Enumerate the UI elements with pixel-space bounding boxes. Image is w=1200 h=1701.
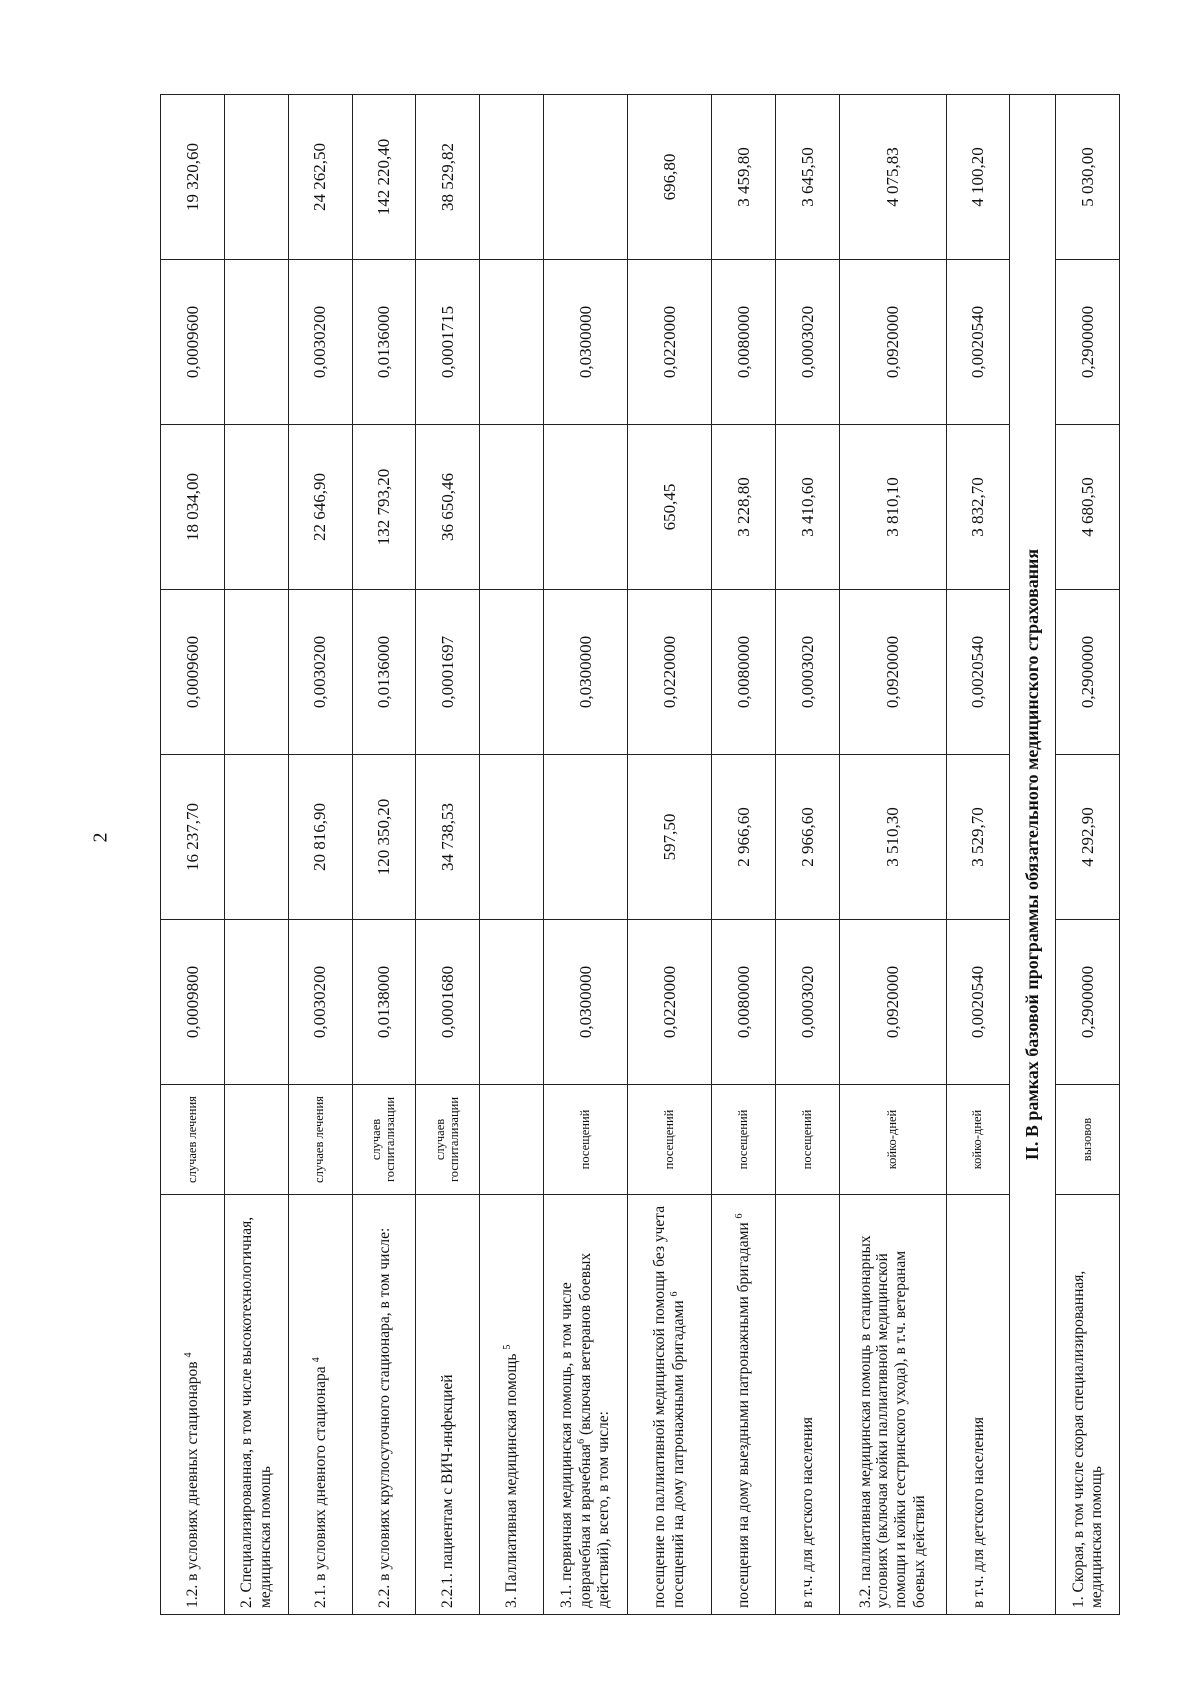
row-value: 0,0030200	[288, 260, 352, 425]
row-value: 0,0080000	[712, 590, 776, 755]
row-value: 0,0136000	[352, 590, 416, 755]
row-value: 4 680,50	[1056, 425, 1120, 590]
row-value: 0,0220000	[628, 590, 712, 755]
row-unit: случаев госпитализации	[416, 1085, 480, 1195]
row-name: в т.ч. для детского населения	[776, 1195, 840, 1615]
table-row	[288, 95, 352, 1615]
row-unit: случаев госпитализации	[352, 1085, 416, 1195]
table-row	[840, 95, 946, 1615]
row-value: 4 100,20	[946, 95, 1010, 260]
row-value: 3 410,60	[776, 425, 840, 590]
row-value: 0,2900000	[1056, 590, 1120, 755]
row-value: 142 220,40	[352, 95, 416, 260]
row-value: 0,0920000	[840, 920, 946, 1085]
row-value: 0,0003020	[776, 920, 840, 1085]
table-row	[416, 95, 480, 1615]
row-value: 0,0080000	[712, 260, 776, 425]
row-name: 2.2.1. пациентам с ВИЧ-инфекцией	[416, 1195, 480, 1615]
row-value	[224, 590, 288, 755]
row-value: 0,0030200	[288, 590, 352, 755]
row-value: 0,0009600	[161, 590, 225, 755]
row-value: 0,2900000	[1056, 920, 1120, 1085]
row-value	[480, 590, 544, 755]
row-name: посещение по паллиативной медицинской помощи без учета посещений на дому патронажными бригадами $^6$	[628, 1195, 712, 1615]
table-row	[480, 95, 544, 1615]
row-value: 38 529,82	[416, 95, 480, 260]
table-row	[1056, 95, 1120, 1615]
row-name: 3.1. первичная медицинская помощь, в том числе доврачебная и врачебная$^6$ (включая ветеранов боевых действий), всего, в том числе:	[544, 1195, 628, 1615]
row-name: 1.2. в условиях дневных стационаров $^4$	[161, 1195, 225, 1615]
row-value: 120 350,20	[352, 755, 416, 920]
row-value: 0,0003020	[776, 590, 840, 755]
row-unit: вызовов	[1056, 1085, 1120, 1195]
normatives-table	[160, 94, 1120, 1615]
section-row	[1010, 95, 1056, 1615]
row-value: 3 810,10	[840, 425, 946, 590]
row-name: 2. Специализированная, в том числе высокотехнологичная, медицинская помощь	[224, 1195, 288, 1615]
row-unit: посещений	[776, 1085, 840, 1195]
table-row	[712, 95, 776, 1615]
row-value: 36 650,46	[416, 425, 480, 590]
table-row	[544, 95, 628, 1615]
row-unit: случаев лечения	[161, 1085, 225, 1195]
row-value	[224, 95, 288, 260]
row-unit	[224, 1085, 288, 1195]
row-unit	[480, 1085, 544, 1195]
row-value: 696,80	[628, 95, 712, 260]
row-value: 0,0220000	[628, 920, 712, 1085]
page-number: 2	[89, 832, 112, 843]
row-unit: посещений	[628, 1085, 712, 1195]
row-value: 0,0020540	[946, 590, 1010, 755]
row-value	[544, 95, 628, 260]
row-unit: посещений	[544, 1085, 628, 1195]
row-value	[480, 260, 544, 425]
row-value: 0,0020540	[946, 920, 1010, 1085]
row-value	[480, 425, 544, 590]
row-value: 0,0009600	[161, 260, 225, 425]
row-value	[480, 95, 544, 260]
row-value: 4 292,90	[1056, 755, 1120, 920]
row-value: 20 816,90	[288, 755, 352, 920]
row-value	[480, 920, 544, 1085]
row-value: 0,0080000	[712, 920, 776, 1085]
table-row	[224, 95, 288, 1615]
row-value	[224, 260, 288, 425]
table-row	[776, 95, 840, 1615]
row-value	[224, 920, 288, 1085]
row-name: 2.2. в условиях круглосуточного стационара, в том числе:	[352, 1195, 416, 1615]
row-value: 3 832,70	[946, 425, 1010, 590]
row-unit: койко-дней	[946, 1085, 1010, 1195]
row-value: 3 228,80	[712, 425, 776, 590]
row-name: 3.2. паллиативная медицинская помощь в стационарных условиях (включая койки паллиативной медицинской помощи и койки сестринского ухода), в т.ч. ветеранам боевых действий	[840, 1195, 946, 1615]
row-value	[544, 755, 628, 920]
row-value: 0,0009800	[161, 920, 225, 1085]
row-unit: койко-дней	[840, 1085, 946, 1195]
row-value: 5 030,00	[1056, 95, 1120, 260]
row-value: 0,0300000	[544, 590, 628, 755]
row-value: 3 459,80	[712, 95, 776, 260]
row-value: 34 738,53	[416, 755, 480, 920]
row-value: 0,0220000	[628, 260, 712, 425]
row-unit: посещений	[712, 1085, 776, 1195]
row-value: 0,0001715	[416, 260, 480, 425]
row-value: 597,50	[628, 755, 712, 920]
row-value: 4 075,83	[840, 95, 946, 260]
row-value: 16 237,70	[161, 755, 225, 920]
row-value: 0,0020540	[946, 260, 1010, 425]
row-value: 132 793,20	[352, 425, 416, 590]
table-row	[161, 95, 225, 1615]
row-name: в т.ч. для детского населения	[946, 1195, 1010, 1615]
row-name: посещения на дому выездными патронажными бригадами $^6$	[712, 1195, 776, 1615]
row-value: 2 966,60	[776, 755, 840, 920]
row-value	[544, 425, 628, 590]
row-value: 0,0920000	[840, 260, 946, 425]
row-value: 19 320,60	[161, 95, 225, 260]
section-title: II. В рамках базовой программы обязательного медицинского страхования	[1010, 95, 1056, 1615]
row-value: 3 510,30	[840, 755, 946, 920]
rotated-table-container	[160, 95, 1120, 1615]
row-value: 3 529,70	[946, 755, 1010, 920]
row-value: 0,0300000	[544, 920, 628, 1085]
row-unit: случаев лечения	[288, 1085, 352, 1195]
row-value: 0,0138000	[352, 920, 416, 1085]
table-row	[352, 95, 416, 1615]
table-row	[946, 95, 1010, 1615]
row-value: 0,2900000	[1056, 260, 1120, 425]
row-value: 3 645,50	[776, 95, 840, 260]
row-value: 24 262,50	[288, 95, 352, 260]
row-name: 3. Паллиативная медицинская помощь $^5$	[480, 1195, 544, 1615]
row-value: 18 034,00	[161, 425, 225, 590]
row-value: 0,0030200	[288, 920, 352, 1085]
row-value: 0,0003020	[776, 260, 840, 425]
table-row	[628, 95, 712, 1615]
row-value: 0,0300000	[544, 260, 628, 425]
row-value	[224, 425, 288, 590]
row-value: 650,45	[628, 425, 712, 590]
row-value	[224, 755, 288, 920]
row-value: 0,0001680	[416, 920, 480, 1085]
row-value: 2 966,60	[712, 755, 776, 920]
row-value: 22 646,90	[288, 425, 352, 590]
row-value: 0,0920000	[840, 590, 946, 755]
row-value: 0,0001697	[416, 590, 480, 755]
row-value	[480, 755, 544, 920]
row-name: 2.1. в условиях дневного стационара $^4$	[288, 1195, 352, 1615]
row-name: 1. Скорая, в том числе скорая специализированная, медицинская помощь	[1056, 1195, 1120, 1615]
row-value: 0,0136000	[352, 260, 416, 425]
